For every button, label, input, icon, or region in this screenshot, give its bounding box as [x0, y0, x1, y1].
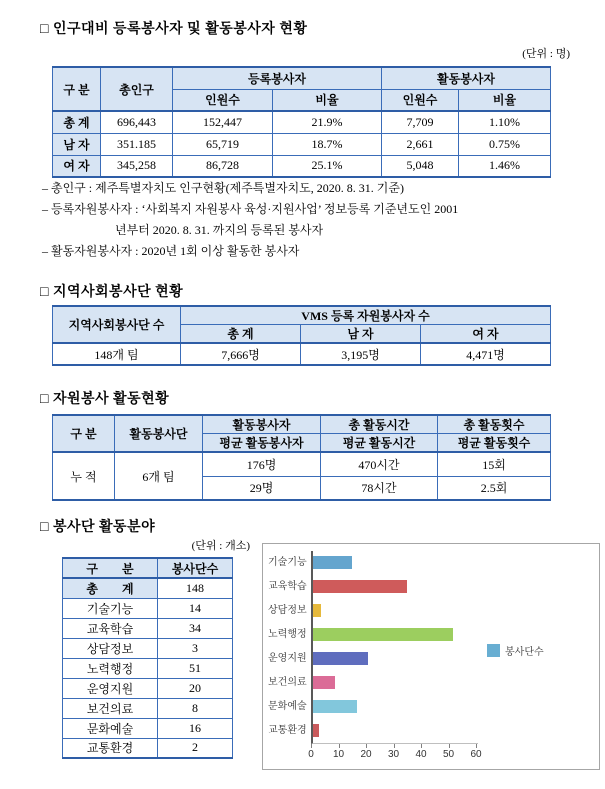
- table-cell: 21.9%: [273, 111, 382, 133]
- table-cell: 65,719: [173, 133, 273, 155]
- column-header: 비율: [273, 89, 382, 111]
- column-header: 총 계: [181, 325, 301, 344]
- table-row: [63, 678, 233, 698]
- table-row: [63, 658, 233, 678]
- chart-bar-row: [313, 599, 478, 623]
- column-header: 인원수: [382, 89, 459, 111]
- row-header: 누 적: [53, 452, 115, 500]
- table-row: [53, 155, 551, 177]
- column-header: 인원수: [173, 89, 273, 111]
- column-header: 총인구: [101, 67, 173, 111]
- chart-bar: [313, 604, 321, 617]
- footnote-line: – 등록자원봉사자 : ‘사회복지 자원봉사 육성·지원사업’ 정보등록 기준년도인 2001: [42, 202, 459, 216]
- table-cell: 3,195명: [301, 343, 421, 365]
- row-header: 기술기능: [63, 598, 158, 618]
- column-header: 활동봉사자: [382, 67, 551, 89]
- table-cell: 148개 팀: [53, 343, 181, 365]
- row-header: 총 계: [63, 578, 158, 598]
- column-header: 총 활동횟수: [438, 415, 551, 434]
- table-cell: 15회: [438, 452, 551, 476]
- footnote-line: 년부터 2020. 8. 31. 까지의 등록된 봉사자: [115, 223, 324, 237]
- table-row: [53, 133, 551, 155]
- table-cell: 29명: [203, 476, 321, 500]
- column-header: 평균 활동시간: [321, 434, 438, 453]
- column-header: 지역사회봉사단 수: [53, 306, 181, 343]
- axis-tick: [421, 744, 422, 748]
- table-cell: 7,709: [382, 111, 459, 133]
- column-header: 구 분: [53, 415, 115, 452]
- table-cell: 696,443: [101, 111, 173, 133]
- section-title-population: □ 인구대비 등록봉사자 및 활동봉사자 현황: [40, 22, 308, 37]
- table-cell: 152,447: [173, 111, 273, 133]
- section-title-activity-fields: □ 봉사단 활동분야: [40, 520, 156, 535]
- chart-bar: [313, 724, 319, 737]
- community-corps-table: [52, 305, 551, 366]
- table-cell: 34: [158, 618, 233, 638]
- chart-bar: [313, 556, 352, 569]
- table-cell: 1.46%: [459, 155, 551, 177]
- table-cell: 2.5회: [438, 476, 551, 500]
- column-header: 활동봉사단: [115, 415, 203, 452]
- chart-bar-row: [313, 671, 478, 695]
- table-cell: 14: [158, 598, 233, 618]
- chart-bar-row: [313, 623, 478, 647]
- table-cell: 8: [158, 698, 233, 718]
- axis-tick: [366, 744, 367, 748]
- column-header: 봉사단수: [158, 558, 233, 578]
- chart-bar-row: [313, 551, 478, 575]
- table-cell: 25.1%: [273, 155, 382, 177]
- chart-legend: [487, 643, 544, 658]
- volunteer-field-bar-chart: [262, 543, 600, 770]
- chart-bar: [313, 580, 407, 593]
- table-cell: 6개 팀: [115, 452, 203, 500]
- axis-tick-label: 0: [308, 749, 314, 760]
- chart-category-label: 교통환경: [268, 725, 307, 736]
- table-cell: 176명: [203, 452, 321, 476]
- row-header: 교육학습: [63, 618, 158, 638]
- table-row: [63, 578, 233, 598]
- table-row: [63, 638, 233, 658]
- unit-label-persons: (단위 : 명): [522, 48, 570, 60]
- row-header: 교통환경: [63, 738, 158, 758]
- column-header: 비율: [459, 89, 551, 111]
- axis-tick-label: 60: [470, 749, 482, 760]
- table-cell: 0.75%: [459, 133, 551, 155]
- row-header: 여 자: [53, 155, 101, 177]
- row-header: 보건의료: [63, 698, 158, 718]
- table-cell: 2,661: [382, 133, 459, 155]
- section-title-activity-status: □ 자원봉사 활동현황: [40, 392, 170, 407]
- chart-category-label: 운영지원: [268, 653, 307, 664]
- axis-tick-label: 50: [442, 749, 455, 760]
- axis-tick: [449, 744, 450, 748]
- row-header: 남 자: [53, 133, 101, 155]
- table-cell: 16: [158, 718, 233, 738]
- footnotes: [42, 178, 582, 262]
- table-cell: 351.185: [101, 133, 173, 155]
- column-header: 평균 활동횟수: [438, 434, 551, 453]
- chart-category-labels: [268, 551, 310, 743]
- table-row: [53, 111, 551, 133]
- chart-category-label: 보건의료: [268, 677, 307, 688]
- axis-tick-label: 20: [360, 749, 372, 760]
- row-header: 총 계: [53, 111, 101, 133]
- footnote-line: – 총인구 : 제주특별자치도 인구현황(제주특별자치도, 2020. 8. 31. 기준): [42, 181, 404, 195]
- column-header: 등록봉사자: [173, 67, 382, 89]
- table-row: [63, 738, 233, 758]
- chart-bar: [313, 652, 368, 665]
- table-row: [63, 698, 233, 718]
- legend-label: 봉사단수: [505, 647, 544, 658]
- unit-label-sites: (단위 : 개소): [191, 540, 250, 552]
- activity-field-table: [62, 557, 233, 759]
- axis-tick: [476, 744, 477, 748]
- axis-tick: [394, 744, 395, 748]
- volunteer-activity-table: [52, 414, 551, 501]
- chart-bar-row: [313, 575, 478, 599]
- legend-marker: [487, 644, 500, 657]
- table-cell: 148: [158, 578, 233, 598]
- chart-category-label: 교육학습: [268, 581, 307, 592]
- row-header: 상담정보: [63, 638, 158, 658]
- column-header: 남 자: [301, 325, 421, 344]
- table-cell: 470시간: [321, 452, 438, 476]
- table-cell: 86,728: [173, 155, 273, 177]
- table-cell: 78시간: [321, 476, 438, 500]
- table-cell: 1.10%: [459, 111, 551, 133]
- axis-tick-label: 40: [415, 749, 427, 760]
- column-header: 여 자: [421, 325, 551, 344]
- axis-tick-label: 30: [387, 749, 400, 760]
- chart-bar-row: [313, 647, 478, 671]
- population-volunteer-table: [52, 66, 551, 178]
- row-header: 노력행정: [63, 658, 158, 678]
- chart-bar-row: [313, 695, 478, 719]
- table-cell: 18.7%: [273, 133, 382, 155]
- chart-plot-area: [311, 551, 478, 744]
- table-row: [53, 452, 551, 476]
- row-header: 문화예술: [63, 718, 158, 738]
- table-row: [63, 598, 233, 618]
- chart-bar: [313, 676, 335, 689]
- column-header: 활동봉사자: [203, 415, 321, 434]
- chart-category-label: 문화예술: [268, 701, 307, 712]
- table-row: [63, 718, 233, 738]
- table-row: [63, 618, 233, 638]
- table-cell: 7,666명: [181, 343, 301, 365]
- chart-bar: [313, 628, 453, 641]
- chart-bar-row: [313, 719, 478, 743]
- axis-tick: [339, 744, 340, 748]
- table-cell: 5,048: [382, 155, 459, 177]
- chart-category-label: 상담정보: [268, 605, 307, 616]
- table-cell: 4,471명: [421, 343, 551, 365]
- chart-bar: [313, 700, 357, 713]
- table-cell: 345,258: [101, 155, 173, 177]
- table-cell: 2: [158, 738, 233, 758]
- footnote-line: – 활동자원봉사자 : 2020년 1회 이상 활동한 봉사자: [42, 244, 300, 258]
- axis-tick-label: 10: [332, 749, 345, 760]
- chart-x-axis: [308, 744, 482, 764]
- row-header: 운영지원: [63, 678, 158, 698]
- column-header: VMS 등록 자원봉사자 수: [181, 306, 551, 325]
- axis-tick: [311, 744, 312, 748]
- column-header: 총 활동시간: [321, 415, 438, 434]
- table-cell: 3: [158, 638, 233, 658]
- chart-category-label: 노력행정: [268, 629, 307, 640]
- table-cell: 20: [158, 678, 233, 698]
- chart-category-label: 기술기능: [268, 557, 307, 568]
- column-header: 평균 활동봉사자: [203, 434, 321, 453]
- column-header: 구 분: [53, 67, 101, 111]
- section-title-community-corps: □ 지역사회봉사단 현황: [40, 285, 184, 300]
- column-header: 구 분: [63, 558, 158, 578]
- table-cell: 51: [158, 658, 233, 678]
- table-row: [53, 343, 551, 365]
